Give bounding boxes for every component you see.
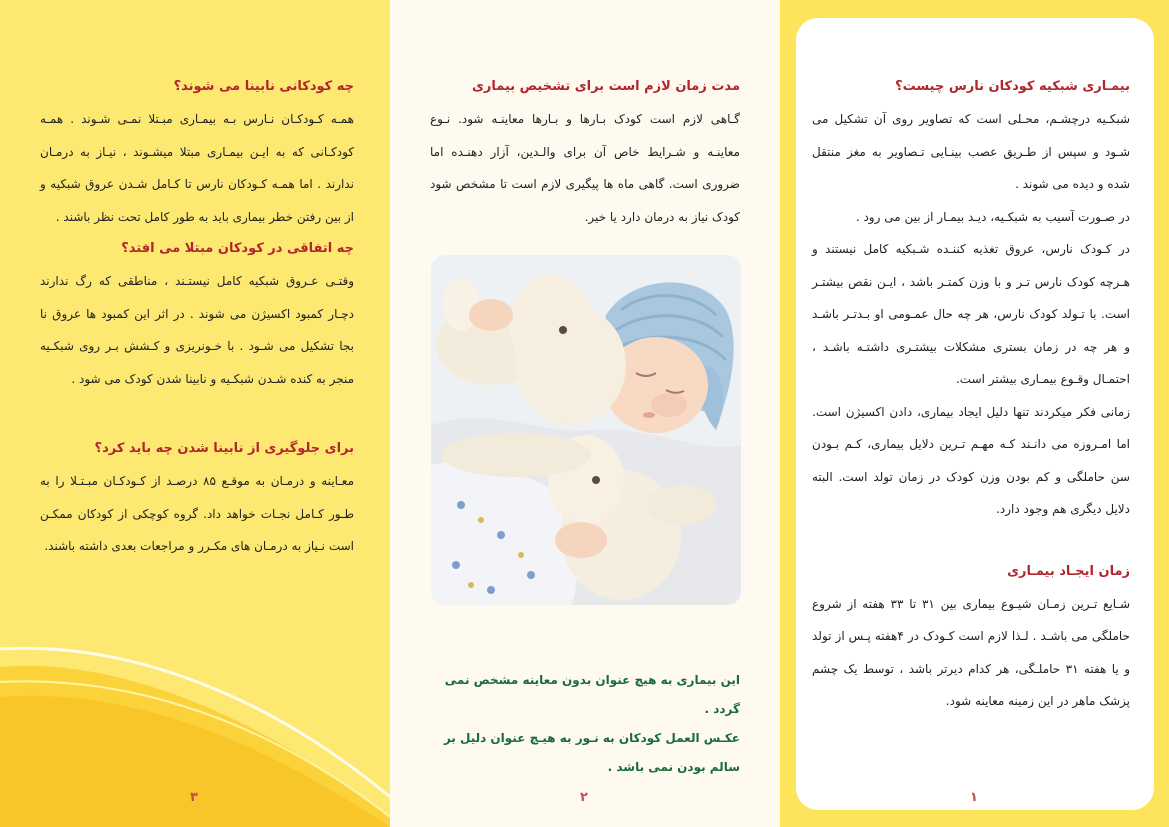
note-exam-required: این بیماری به هیچ عنوان بدون معاینه مشخص نمی گردد . [444, 673, 740, 716]
page-1-content [812, 77, 1130, 718]
heading-diagnosis-time: مدت زمان لازم است برای تشخیص بیماری [471, 79, 740, 94]
paragraph-diagnosis-time: گـاهی لازم است کودک بـارها و بـارها معاینـه شود. نـوع معاینـه و شـرایط خاص آن برای والـدین، آزار دهنـده اما ضروری است. گاهی ماه ها پیگیری لازم است تا مشخص شود کودک نیاز به درمان دارد یا خیر. [430, 112, 740, 224]
panel-page-3 [0, 0, 390, 827]
page-number-2: ۲ [580, 790, 588, 805]
paragraph-prevention: معـاینه و درمـان به موقـع ۸۵ درصـد از کـودکـان مبـتـلا را به طـور کـامل نجـات خواهد داد. گروه کوچکی از کودکان ممکـن است نـیاز به درمـان های مکـرر و مراجعات بعدی داشته باشند. [40, 474, 354, 553]
paragraph-who-becomes-blind: همـه کـودکـان نـارس بـه بیمـاری مبـتلا نمـی شـوند . همـه کودکـانی که به ایـن بیمـاری مبتلا میشـوند ، نیـاز به درمـان ندارند . اما همـه کـودکان نارس تا کـامل شـدن عروق شبکیه و از بین رفتن خطر بیماری باید به طور کامل تحت نظر باشند . [40, 112, 354, 224]
paragraph-premature-vessels: در کـودک نارس، عروق تغذیه کننـده شـبکیه کامل نیستند و هـرچه کودک نارس تـر و با وزن کمتـر باشد ، ایـن نقص بیشتـر است. با تـولد کودک نارس، هر چه حال عمـومی او بـدتـر باشـد و هر چه در زمان بستری مشکلات بیشتـری داشتـه باشـد ، احتمـال وقـوع بیمـاری بیشتر است. [812, 242, 1130, 386]
baby-photo [431, 255, 741, 605]
note-light-reaction: عکـس العمل کودکان به نـور به هیـچ عنوان دلیل بر سالم بودن نمی باشد . [443, 731, 740, 774]
paragraph-what-happens: وقتـی عـروق شبکیه کامل نیستـند ، مناطقی که رگ ندارند دچـار کمبود اکسیژن می شوند . در اثر این کمبود ها عروق نا بجا تشکیل می شـود . با خـونریزی و کـشش بـر روی شبکـیه منجر به کنده شـدن شبکـیه و نابینا شدن کودک می شود . [40, 274, 354, 386]
paragraph-causes: زمانی فکر میکردند تنها دلیل ایجاد بیماری، دادن اکسیژن است. اما امـروزه می دانـند کـه مهـم تـرین دلایل بیماری، کـم بـودن سن حاملگی و کم بودن وزن کودک در زمان تولد است. البته دلایل دیگری هم وجود دارد. [812, 404, 1130, 516]
paragraph-retina-definition: شبکـیه درچشـم، محـلی است که تصاویر روی آن تشکیل می شـود و سپس از طـریق عصب بینـایی تـصاویر به مغز منتقل شده و دیده می شوند . [812, 112, 1130, 191]
page-number-3: ۳ [190, 790, 198, 805]
heading-what-happens: چه اتفاقی در کودکان مبتلا می افتد؟ [121, 241, 354, 256]
page-2-notes [430, 666, 740, 782]
page-number-1: ۱ [970, 790, 978, 805]
paragraph-onset-time: شـایع تـرین زمـان شیـوع بیماری بین ۳۱ تا ۳۳ هفته از شروع حاملگی می باشـد . لـذا لازم است کـودک در ۴هفته پـس از تولد و یا هفته ۳۱ حاملـگی، هر کدام دیرتر باشد ، توسط یک چشم پزشک ماهر در این زمینه معاینه شود. [812, 596, 1131, 708]
paragraph-retina-damage: در صـورت آسیب به شبکـیه، دیـد بیمـار از بین می رود . [855, 209, 1130, 224]
heading-prevention: برای جلوگیری از نابینا شدن چه باید کرد؟ [94, 441, 354, 456]
page-3-content [40, 77, 354, 563]
sleeping-baby-illustration [431, 255, 741, 605]
heading-who-becomes-blind: چه کودکانی نابینا می شوند؟ [173, 79, 354, 94]
page-2-content [430, 77, 740, 233]
heading-what-is-rop: بیمـاری شبکیه کودکان نارس چیست؟ [895, 79, 1130, 94]
heading-onset-time: زمان ایجـاد بیمـاری [1007, 563, 1130, 579]
